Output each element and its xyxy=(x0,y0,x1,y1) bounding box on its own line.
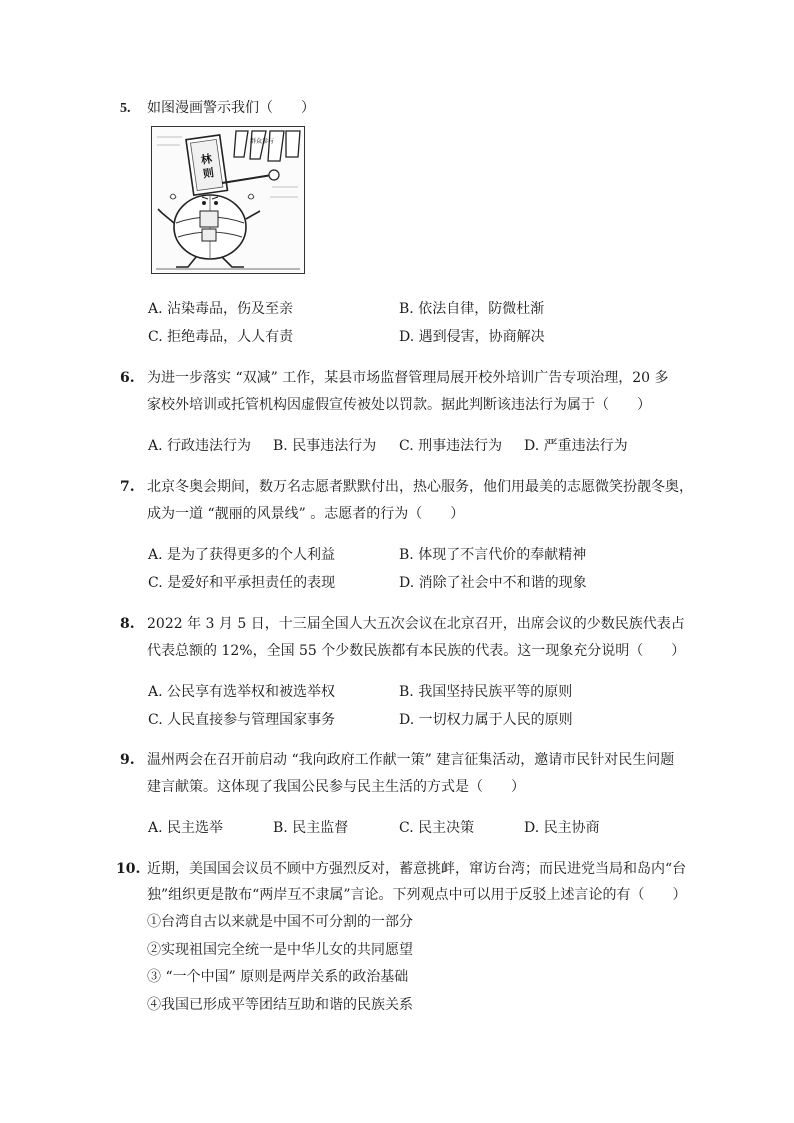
question-stem: 如图漫画警示我们（ ） xyxy=(147,100,315,116)
q5-option-c: C. 拒绝毒品，人人有责 xyxy=(148,329,294,345)
q5-option-d: D. 遇到侵害，协商解决 xyxy=(399,329,545,345)
cartoon-drawing xyxy=(152,127,304,273)
q6-stem-line-2: 家校外培训或托管机构因虚假宣传被处以罚款。据此判断该违法行为属于（ ） xyxy=(147,397,651,413)
q9-option-d: D. 民主协商 xyxy=(524,820,600,836)
q7-option-a: A. 是为了获得更多的个人利益 xyxy=(148,547,336,563)
q7-option-c: C. 是爱好和平承担责任的表现 xyxy=(148,575,336,591)
q6-option-d: D. 严重违法行为 xyxy=(524,438,628,454)
q10-item-3: ③ “一个中国” 原则是两岸关系的政治基础 xyxy=(147,969,409,985)
q8-option-c: C. 人民直接参与管理国家事务 xyxy=(148,712,336,728)
question-number: 10. xyxy=(116,861,141,877)
q5-option-a: A. 沾染毒品，伤及至亲 xyxy=(148,301,294,317)
q9-option-c: C. 民主决策 xyxy=(399,820,475,836)
q10-item-1: ①台湾自古以来就是中国不可分割的一部分 xyxy=(147,914,413,930)
q7-option-b: B. 体现了不言代价的奉献精神 xyxy=(399,547,587,563)
question-number: 7. xyxy=(120,479,135,495)
q9-option-b: B. 民主监督 xyxy=(273,820,349,836)
q9-option-a: A. 民主选举 xyxy=(148,820,224,836)
svg-text:群众参与: 群众参与 xyxy=(250,138,275,145)
q8-stem-line-1: 2022 年 3 月 5 日，十三届全国人大五次会议在北京召开，出席会议的少数民族代表占 xyxy=(147,616,685,632)
svg-text:则: 则 xyxy=(202,166,215,181)
q8-option-a: A. 公民享有选举权和被选举权 xyxy=(148,684,336,700)
cartoon-image xyxy=(151,126,305,274)
q6-stem-line-1: 为进一步落实 “双减” 工作，某县市场监督管理局展开校外培训广告专项治理，20 多 xyxy=(147,370,669,386)
q6-option-c: C. 刑事违法行为 xyxy=(399,438,503,454)
question-number: 9. xyxy=(120,752,135,768)
q9-stem-line-2: 建言献策。这体现了我国公民参与民主生活的方式是（ ） xyxy=(147,779,525,795)
q10-stem-line-1: 近期，美国国会议员不顾中方强烈反对，蓄意挑衅，窜访台湾；而民进党当局和岛内“台 xyxy=(147,861,687,877)
q10-item-4: ④我国已形成平等团结互助和谐的民族关系 xyxy=(147,997,413,1013)
q10-item-2: ②实现祖国完全统一是中华儿女的共同愿望 xyxy=(147,942,413,958)
question-number: 8. xyxy=(120,616,135,632)
question-number: 6. xyxy=(120,370,135,386)
question-number: 5. xyxy=(120,101,131,116)
q8-option-d: D. 一切权力属于人民的原则 xyxy=(399,712,573,728)
q7-option-d: D. 消除了社会中不和谐的现象 xyxy=(399,575,587,591)
cartoon-sign-text: 林 xyxy=(200,152,213,167)
q6-option-a: A. 行政违法行为 xyxy=(148,438,252,454)
q5-option-b: B. 依法自律，防微杜渐 xyxy=(399,301,545,317)
q9-stem-line-1: 温州两会在召开前启动 “我向政府工作献一策” 建言征集活动，邀请市民针对民生问题 xyxy=(147,752,675,768)
q7-stem-line-1: 北京冬奥会期间，数万名志愿者默默付出，热心服务，他们用最美的志愿微笑扮靓冬奥， xyxy=(147,479,693,495)
q6-option-b: B. 民事违法行为 xyxy=(273,438,377,454)
q8-option-b: B. 我国坚持民族平等的原则 xyxy=(399,684,573,700)
q8-stem-line-2: 代表总额的 12%，全国 55 个少数民族都有本民族的代表。这一现象充分说明（ ） xyxy=(147,643,686,659)
q7-stem-line-2: 成为一道 “靓丽的风景线” 。志愿者的行为（ ） xyxy=(147,506,465,522)
q10-stem-line-2: 独”组织更是散布“两岸互不隶属”言论。下列观点中可以用于反驳上述言论的有（ ） xyxy=(147,887,687,903)
